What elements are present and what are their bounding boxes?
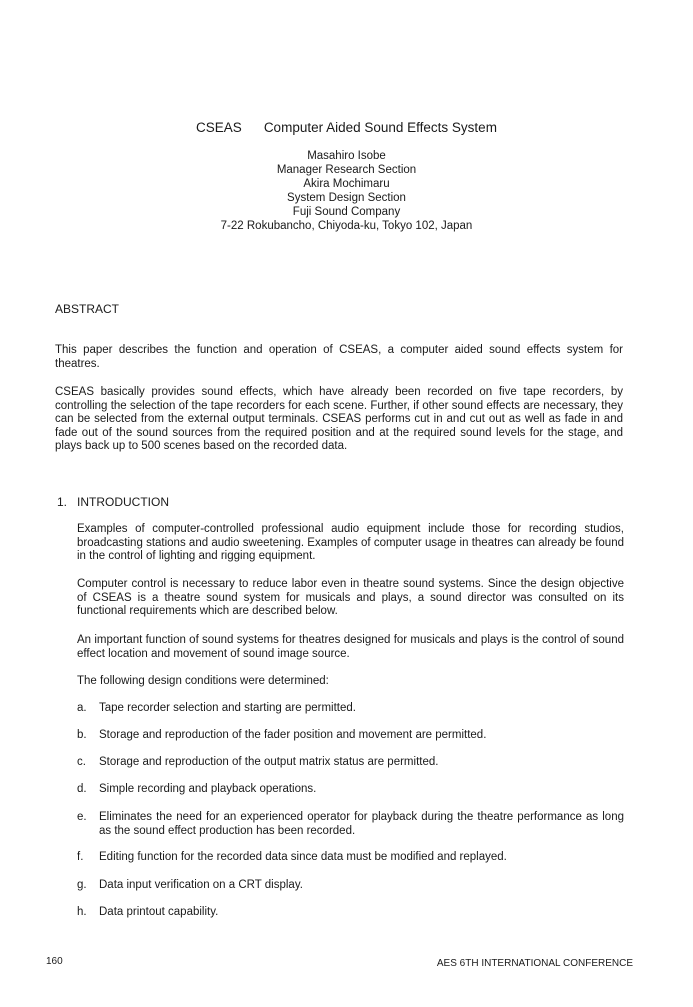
author-name: Masahiro Isobe bbox=[307, 150, 386, 162]
author-address: 7-22 Rokubancho, Chiyoda-ku, Tokyo 102, Japan bbox=[220, 220, 473, 232]
list-item-text: Storage and reproduction of the output matrix status are permitted. bbox=[99, 756, 439, 768]
author-position: Manager Research Section bbox=[276, 164, 417, 176]
abstract-paragraph: CSEAS basically provides sound effects, which have already been recorded on five tape recorders, by controlling the selection of the tape recorders for each scene. Further, if other sound effects are necessary, they can be selected from the external output terminals. CSEAS performs cut in and cut out as well as fade in and fade out of the sound sources from the required position and at the required sound levels for the stage, and plays back up to 500 scenes based on the recorded data. bbox=[55, 386, 623, 452]
list-marker: d. bbox=[77, 783, 87, 795]
list-marker: h. bbox=[77, 906, 87, 918]
list-marker: a. bbox=[77, 702, 87, 714]
paper-title bbox=[0, 120, 693, 135]
abstract-heading: ABSTRACT bbox=[55, 302, 120, 316]
list-item-text: Storage and reproduction of the fader position and movement are permitted. bbox=[99, 729, 487, 741]
list-marker: b. bbox=[77, 729, 87, 741]
section-number: 1. bbox=[57, 495, 68, 509]
list-marker: g. bbox=[77, 879, 87, 891]
intro-paragraph: The following design conditions were determined: bbox=[77, 675, 329, 687]
list-item-text: Editing function for the recorded data since data must be modified and replayed. bbox=[99, 851, 507, 863]
author-block bbox=[0, 149, 693, 233]
list-item-text: Data input verification on a CRT display. bbox=[99, 879, 303, 891]
title-acronym: CSEAS bbox=[196, 120, 242, 135]
intro-paragraph: Computer control is necessary to reduce labor even in theatre sound systems. Since the design objective of CSEAS is a theatre sound system for musicals and plays, a sound director was consulted on its functional requirements which are described below. bbox=[77, 578, 624, 617]
section-heading: INTRODUCTION bbox=[77, 495, 169, 509]
list-item-text: Tape recorder selection and starting are permitted. bbox=[99, 702, 356, 714]
list-marker: e. bbox=[77, 811, 87, 823]
list-marker: c. bbox=[77, 756, 86, 768]
list-item-text: Eliminates the need for an experienced operator for playback during the theatre performance as long as the sound effect production has been recorded. bbox=[99, 811, 624, 837]
intro-paragraph: Examples of computer-controlled professional audio equipment include those for recording studios, broadcasting stations and audio sweetening. Examples of computer usage in theatres can already be found in the control of lighting and rigging equipment. bbox=[77, 523, 624, 562]
title-full: Computer Aided Sound Effects System bbox=[263, 120, 497, 135]
author-name: Akira Mochimaru bbox=[303, 178, 390, 190]
author-position: System Design Section bbox=[287, 192, 406, 204]
author-affiliation: Fuji Sound Company bbox=[292, 206, 401, 218]
intro-paragraph: An important function of sound systems for theatres designed for musicals and plays is the control of sound effect location and movement of sound image source. bbox=[77, 634, 624, 660]
list-item-text: Simple recording and playback operations. bbox=[99, 783, 317, 795]
list-item-text: Data printout capability. bbox=[99, 906, 219, 918]
list-marker: f. bbox=[77, 851, 84, 863]
abstract-paragraph: This paper describes the function and operation of CSEAS, a computer aided sound effects system for theatres. bbox=[55, 344, 623, 370]
conference-name: AES 6TH INTERNATIONAL CONFERENCE bbox=[436, 958, 633, 969]
page-number: 160 bbox=[46, 956, 63, 967]
